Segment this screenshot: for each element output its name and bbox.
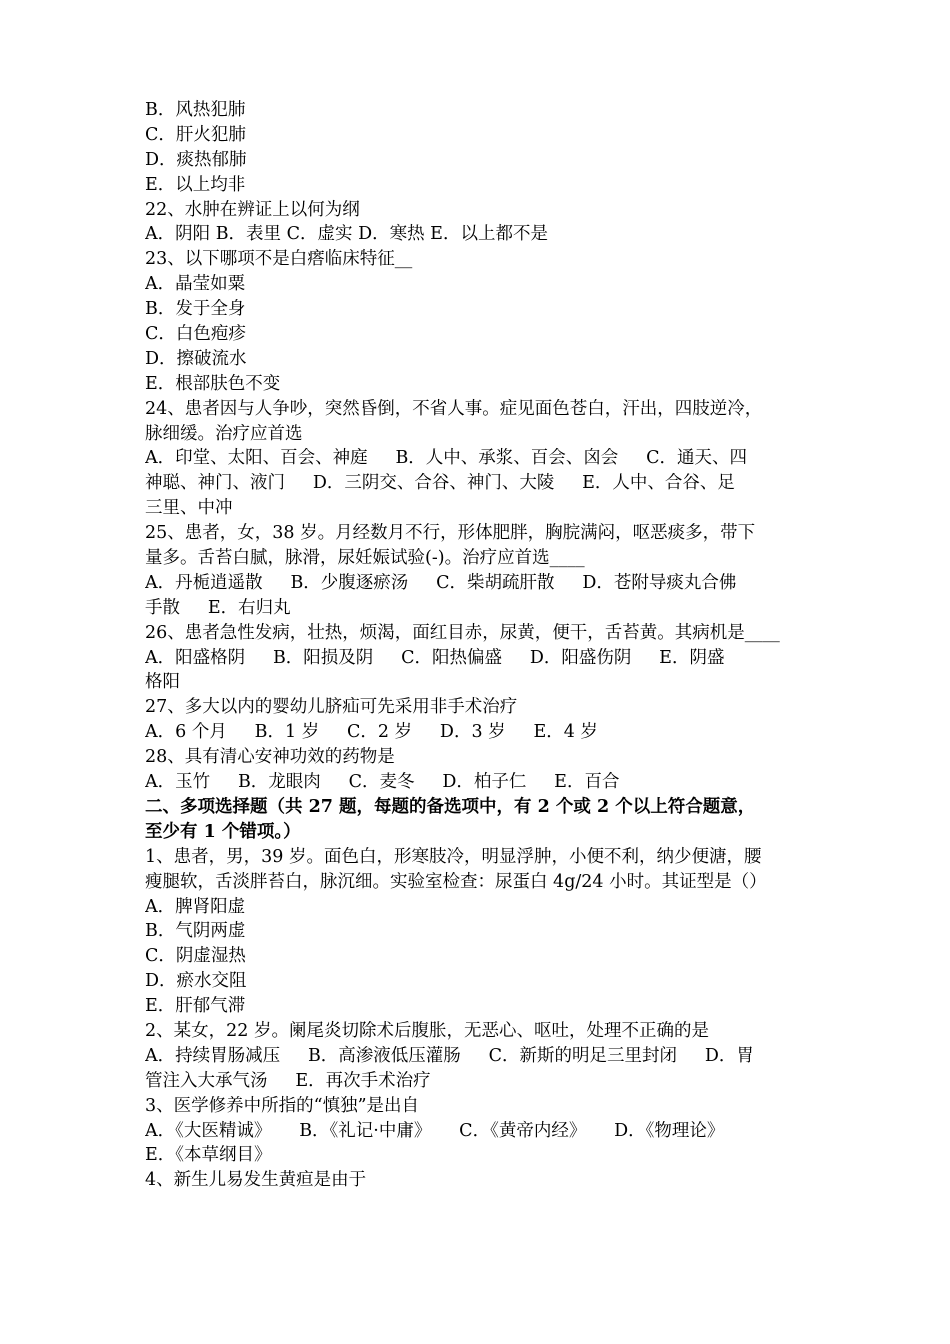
text-line: E．《本草纲目》: [145, 1145, 272, 1166]
section-heading-line: 至少有 1 个错项。）: [145, 821, 301, 842]
text-line: A．丹栀逍遥散 B．少腹逐瘀汤 C．柴胡疏肝散 D．苍附导痰丸合佛: [145, 572, 737, 593]
text-line: B．发于全身: [145, 299, 246, 320]
section-heading-line: 二、多项选择题（共 27 题，每题的备选项中，有 2 个或 2 个以上符合题意，: [145, 796, 756, 817]
text-line: 格阳: [145, 672, 180, 693]
document-body: [145, 98, 810, 1193]
text-line: B．气阴两虚: [145, 921, 246, 942]
text-line: A．6 个月 B．1 岁 C．2 岁 D．3 岁 E．4 岁: [145, 722, 598, 743]
text-line: A．脾肾阳虚: [145, 896, 246, 917]
text-line: 三里、中冲: [145, 498, 233, 519]
text-line: 26、患者急性发病，壮热，烦渴，面红目赤，尿黄，便干，舌苔黄。其病机是____: [145, 622, 780, 643]
text-line: C．肝火犯肺: [145, 124, 246, 145]
text-line: E．根部肤色不变: [145, 373, 281, 394]
text-line: 24、患者因与人争吵，突然昏倒，不省人事。症见面色苍白，汗出，四肢逆冷，: [145, 398, 763, 419]
text-line: 量多。舌苔白腻，脉滑，尿妊娠试验(-)。治疗应首选____: [145, 548, 585, 569]
text-line: A．阳盛格阴 B．阳损及阴 C．阳热偏盛 D．阳盛伤阴 E．阴盛: [145, 647, 725, 668]
text-line: 脉细缓。治疗应首选: [145, 423, 303, 444]
text-line: E．肝郁气滞: [145, 996, 246, 1017]
text-line: A．玉竹 B．龙眼肉 C．麦冬 D．柏子仁 E．百合: [145, 772, 620, 793]
text-line: 手散 E．右归丸: [145, 597, 291, 618]
text-line: E．以上均非: [145, 174, 246, 195]
text-line: 4、新生儿易发生黄疸是由于: [145, 1170, 367, 1191]
text-line: 3、医学修养中所指的“慎独”是出自: [145, 1095, 420, 1116]
text-line: C．白色疱疹: [145, 324, 246, 345]
text-line: A．阴阳 B．表里 C．虚实 D．寒热 E．以上都不是: [145, 224, 548, 245]
text-line: 管注入大承气汤 E．再次手术治疗: [145, 1070, 431, 1091]
text-line: 22、水肿在辨证上以何为纲: [145, 199, 360, 220]
text-line: D．瘀水交阻: [145, 971, 247, 992]
text-line: 瘦腿软，舌淡胖苔白，脉沉细。实验室检查：尿蛋白 4g/24 小时。其证型是（）: [145, 871, 767, 892]
text-line: A．印堂、太阳、百会、神庭 B．人中、承浆、百会、囟会 C．通天、四: [145, 448, 748, 469]
text-line: 23、以下哪项不是白瘩临床特征__: [145, 249, 413, 270]
text-line: 27、多大以内的婴幼儿脐疝可先采用非手术治疗: [145, 697, 518, 718]
text-line: 2、某女，22 岁。阑尾炎切除术后腹胀，无恶心、呕吐，处理不正确的是: [145, 1020, 709, 1041]
text-line: 28、具有清心安神功效的药物是: [145, 747, 395, 768]
text-line: A．持续胃肠减压 B．高渗液低压灌肠 C．新斯的明足三里封闭 D．胃: [145, 1045, 754, 1066]
text-line: D．擦破流水: [145, 348, 247, 369]
text-line: C．阴虚湿热: [145, 946, 246, 967]
text-line: D．痰热郁肺: [145, 149, 247, 170]
text-line: A．晶莹如粟: [145, 274, 246, 295]
text-line: 25、患者，女，38 岁。月经数月不行，形体肥胖，胸脘满闷，呕恶痰多，带下: [145, 523, 756, 544]
text-line: 1、患者，男，39 岁。面色白，形寒肢冷，明显浮肿，小便不利，纳少便溏，腰: [145, 846, 762, 867]
text-line: 神聪、神门、液门 D．三阴交、合谷、神门、大陵 E．人中、合谷、足: [145, 473, 735, 494]
text-line: A．《大医精诚》 B．《礼记·中庸》 C．《黄帝内经》 D．《物理论》: [145, 1120, 725, 1141]
text-line: B．风热犯肺: [145, 100, 246, 120]
